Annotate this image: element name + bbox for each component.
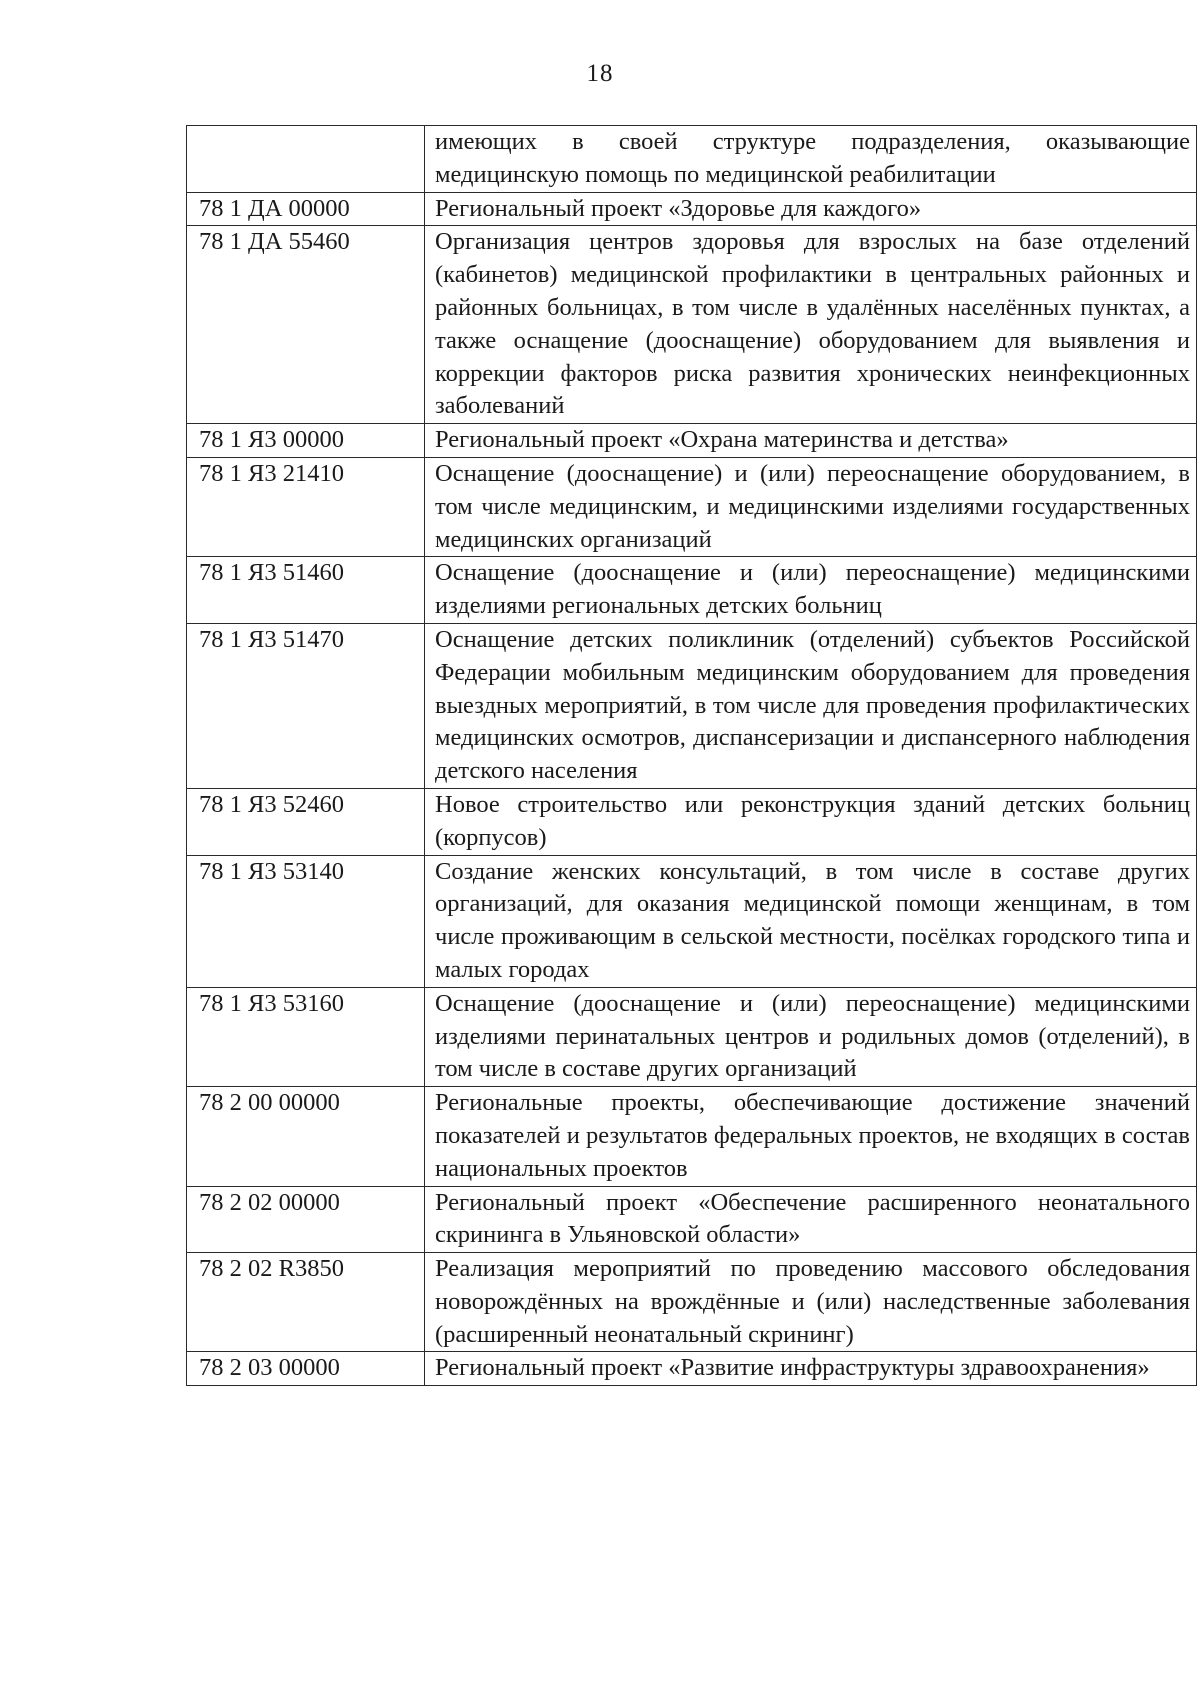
table-row [187,1253,1197,1352]
row-description: имеющих в своей структуре подразделения, оказывающие медицинскую помощь по медицинской реабилитации [425,126,1197,193]
row-code: 78 2 02 00000 [187,1186,425,1253]
row-code: 78 1 Я3 21410 [187,457,425,556]
row-description: Реализация мероприятий по проведению массового обследования новорождённых на врождённые и (или) наследственные заболевания (расширенный неонатальный скрининг) [425,1253,1197,1352]
table-row [187,226,1197,424]
row-code: 78 1 Я3 00000 [187,424,425,458]
table-row [187,1352,1197,1386]
row-code: 78 1 Я3 51470 [187,623,425,788]
row-code: 78 2 00 00000 [187,1087,425,1186]
table-row [187,623,1197,788]
row-description: Региональный проект «Развитие инфраструктуры здравоохранения» [425,1352,1197,1386]
row-code [187,126,425,193]
row-description: Региональный проект «Охрана материнства и детства» [425,424,1197,458]
table-row [187,192,1197,226]
row-code: 78 1 ДА 00000 [187,192,425,226]
row-code: 78 1 Я3 53140 [187,855,425,987]
row-code: 78 1 Я3 51460 [187,557,425,624]
row-description: Региональные проекты, обеспечивающие достижение значений показателей и результатов федеральных проектов, не входящих в состав национальных проектов [425,1087,1197,1186]
row-description: Организация центров здоровья для взрослых на базе отделений (кабинетов) медицинской профилактики в центральных районных и районных больницах, в том числе в удалённых населённых пунктах, а также оснащение (дооснащение) оборудованием для выявления и коррекции факторов риска развития хронических неинфекционных заболеваний [425,226,1197,424]
row-code: 78 2 03 00000 [187,1352,425,1386]
table-row [187,457,1197,556]
table-row [187,424,1197,458]
row-code: 78 1 Я3 52460 [187,788,425,855]
row-code: 78 1 ДА 55460 [187,226,425,424]
row-description: Оснащение (дооснащение и (или) переоснащение) медицинскими изделиями перинатальных центров и родильных домов (отделений), в том числе в составе других организаций [425,987,1197,1086]
table-row [187,1087,1197,1186]
row-description: Создание женских консультаций, в том числе в составе других организаций, для оказания медицинской помощи женщинам, в том числе проживающим в сельской местности, посёлках городского типа и малых городах [425,855,1197,987]
table-row [187,1186,1197,1253]
row-code: 78 2 02 R3850 [187,1253,425,1352]
row-description: Региональный проект «Здоровье для каждого» [425,192,1197,226]
table-row [187,126,1197,193]
row-description: Региональный проект «Обеспечение расширенного неонатального скрининга в Ульяновской области» [425,1186,1197,1253]
row-description: Оснащение (дооснащение и (или) переоснащение) медицинскими изделиями региональных детских больниц [425,557,1197,624]
row-code: 78 1 Я3 53160 [187,987,425,1086]
budget-classification-table [186,125,1197,1386]
table-row [187,788,1197,855]
row-description: Оснащение (дооснащение) и (или) переоснащение оборудованием, в том числе медицинским, и медицинскими изделиями государственных медицинских организаций [425,457,1197,556]
table-row [187,987,1197,1086]
table-row [187,855,1197,987]
row-description: Оснащение детских поликлиник (отделений) субъектов Российской Федерации мобильным медицинским оборудованием для проведения выездных мероприятий, в том числе для проведения профилактических медицинских осмотров, диспансеризации и диспансерного наблюдения детского населения [425,623,1197,788]
table-row [187,557,1197,624]
row-description: Новое строительство или реконструкция зданий детских больниц (корпусов) [425,788,1197,855]
page-number: 18 [586,60,614,87]
